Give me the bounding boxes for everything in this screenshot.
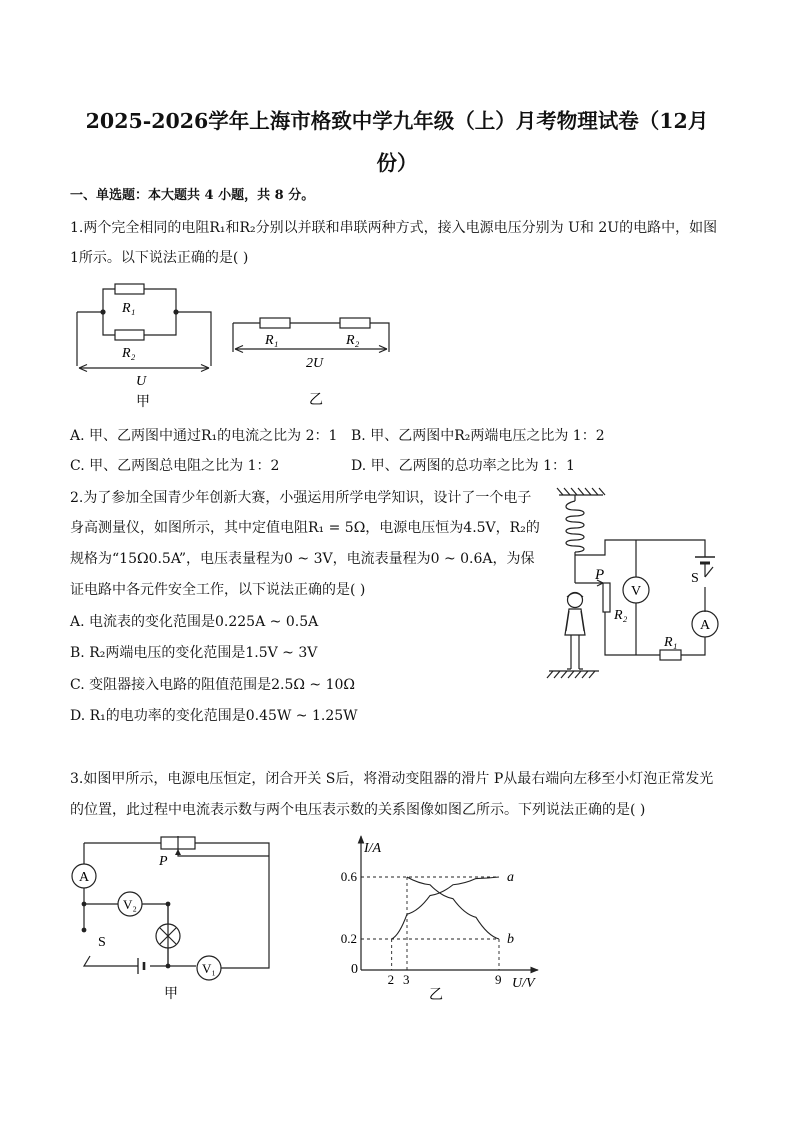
q3-fig-caption-b: 乙 <box>429 988 443 1003</box>
q1-fig-u-label: U <box>136 374 147 389</box>
q1-fig-r2-series: R₂ <box>346 333 360 348</box>
chart-x-label: U/V <box>512 976 535 991</box>
q1-fig-caption-b: 乙 <box>309 393 323 408</box>
chart-series-b <box>407 877 499 939</box>
q2-fig-voltmeter-label: V <box>630 584 642 599</box>
exam-title <box>60 100 734 184</box>
q1-fig-2u-label: 2U <box>306 356 324 371</box>
q1-option-d[interactable]: D. 甲、乙两图的总功率之比为 1：1 <box>351 458 575 474</box>
q1-fig-caption-a: 甲 <box>136 395 150 410</box>
q1-figure <box>70 280 400 412</box>
q3-fig-switch-label: S <box>98 935 106 950</box>
q3-stem-line-1: 3.如图甲所示，电源电压恒定，闭合开关 S后，将滑动变阻器的滑片 P从最右端向左移至小灯泡正常发光 <box>70 771 714 787</box>
q2-fig-ammeter-label: A <box>699 618 711 633</box>
q2-fig-r1-label: R₁ <box>664 635 678 650</box>
q3-fig-v2-label: V₂ <box>123 897 137 912</box>
chart-y-label: I/A <box>364 841 382 856</box>
q3-circuit-figure <box>70 832 275 1004</box>
q1-stem-line-1: 1.两个完全相同的电阻R₁和R₂分别以并联和串联两种方式，接入电源电压分别为 U和 2U的电路中，如图 <box>70 220 718 236</box>
chart-series-a <box>392 877 499 939</box>
q3-fig-v1-label: V₁ <box>202 961 216 976</box>
q1-fig-r2-parallel: R₂ <box>122 346 136 361</box>
q2-option-b[interactable]: B. R₂两端电压的变化范围是1.5V ~ 3V <box>70 645 318 661</box>
q2-option-c[interactable]: C. 变阻器接入电路的阻值范围是2.5Ω ~ 10Ω <box>70 677 356 693</box>
q2-stem-line-3: 规格为“15Ω0.5A”，电压表量程为0 ~ 3V，电流表量程为0 ~ 0.6A，为保 <box>70 551 535 567</box>
q3-iu-chart <box>335 828 550 1006</box>
title-line-2: 份） <box>376 151 418 175</box>
chart-x-tick-label: 3 <box>403 972 410 987</box>
q1-option-b[interactable]: B. 甲、乙两图中R₂两端电压之比为 1：2 <box>351 428 605 444</box>
chart-x-tick-label: 2 <box>387 972 395 987</box>
q1-option-a[interactable]: A. 甲、乙两图中通过R₁的电流之比为 2：1 <box>70 428 338 444</box>
q1-option-c[interactable]: C. 甲、乙两图总电阻之比为 1：2 <box>70 458 280 474</box>
section-heading: 一、单选题：本大题共 4 小题，共 8 分。 <box>70 188 315 203</box>
q1-fig-r1-series: R₁ <box>265 333 279 348</box>
q3-fig-caption-a: 甲 <box>164 987 178 1002</box>
q3-stem-line-2: 的位置，此过程中电流表示数与两个电压表示数的关系图像如图乙所示。下列说法正确的是( ) <box>70 802 646 818</box>
q2-option-d[interactable]: D. R₁的电功率的变化范围是0.45W ~ 1.25W <box>70 708 358 724</box>
q2-stem-line-4: 证电路中各元件安全工作，以下说法正确的是( ) <box>70 582 366 598</box>
q2-figure <box>545 485 735 685</box>
q2-fig-switch-label: S <box>691 571 699 586</box>
q2-stem-line-2: 身高测量仪，如图所示，其中定值电阻R₁ = 5Ω，电源电压恒为4.5V，R₂的 <box>70 520 540 536</box>
chart-guide-lines <box>361 877 499 970</box>
chart-x-tick-label: 9 <box>495 972 502 987</box>
q2-fig-r2-label: R₂ <box>614 608 628 623</box>
title-line-1: 2025-2026学年上海市格致中学九年级（上）月考物理试卷（12月 <box>85 109 709 133</box>
q2-stem-line-1: 2.为了参加全国青少年创新大赛，小强运用所学电学知识，设计了一个电子 <box>70 490 532 506</box>
chart-series-label-b: b <box>507 932 514 947</box>
chart-y-tick-label: 0.6 <box>340 869 357 884</box>
q1-stem-line-2: 1所示。以下说法正确的是( ) <box>70 250 249 266</box>
q2-option-a[interactable]: A. 电流表的变化范围是0.225A ~ 0.5A <box>70 614 319 630</box>
q2-fig-p-label: P <box>595 567 605 583</box>
q3-fig-p-label: P <box>159 854 168 869</box>
chart-origin-label: 0 <box>351 962 358 977</box>
chart-series-label-a: a <box>507 870 514 885</box>
chart-y-tick-label: 0.2 <box>340 931 357 946</box>
q3-fig-ammeter-label: A <box>78 870 90 885</box>
q1-fig-r1-parallel: R₁ <box>122 301 136 316</box>
